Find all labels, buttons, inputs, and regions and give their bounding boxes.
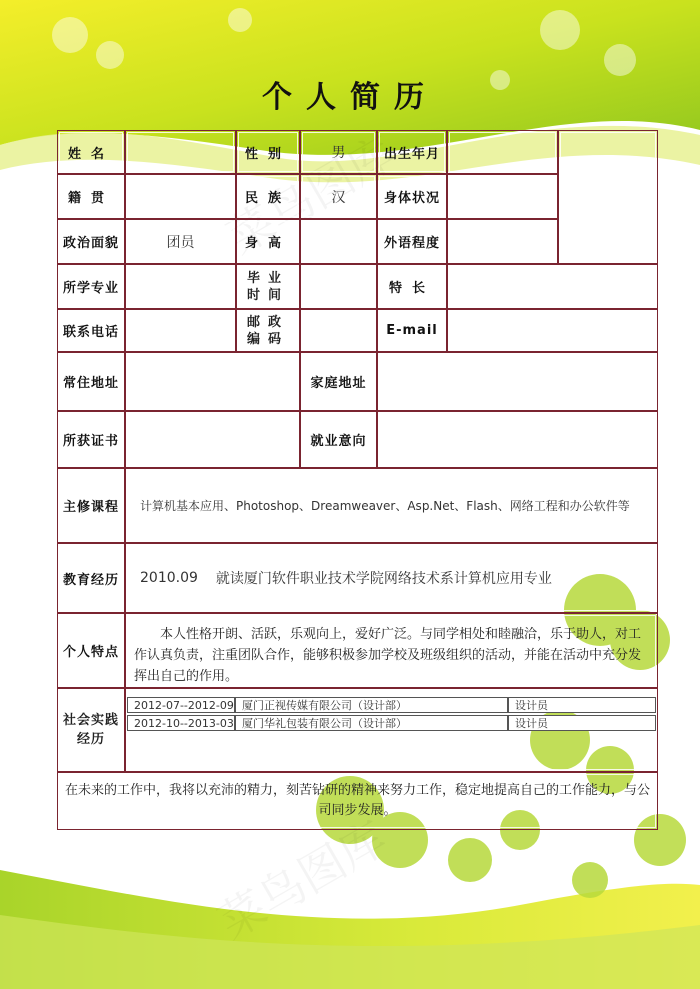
label-phone: 联系电话 [57,309,125,352]
value-major[interactable] [125,264,236,309]
value-phone[interactable] [125,309,236,352]
practice-1-period: 2012-07--2012-09 [127,697,235,713]
label-education: 教育经历 [57,543,125,613]
label-graduation-line2: 时间 [246,287,289,303]
label-height: 身高 [236,219,300,264]
value-gender[interactable]: 男 [300,130,377,174]
practice-2-company: 厦门华礼包装有限公司（设计部） [235,715,508,731]
value-name[interactable] [125,130,236,174]
value-birth[interactable] [447,130,558,174]
value-height[interactable] [300,219,377,264]
photo-box[interactable] [558,130,658,264]
label-graduation-time [236,264,300,309]
label-home-address: 家庭地址 [300,352,377,411]
label-practice [57,688,125,772]
value-postcode[interactable] [300,309,377,352]
label-native: 籍贯 [57,174,125,219]
value-specialty[interactable] [447,264,658,309]
value-native[interactable] [125,174,236,219]
label-health: 身体状况 [377,174,447,219]
practice-2-period: 2012-10--2013-03 [127,715,235,731]
page-title: 个人简历 [262,80,438,115]
practice-1-role: 设计员 [508,697,656,713]
label-job-intent: 就业意向 [300,411,377,468]
label-certificates: 所获证书 [57,411,125,468]
education-date: 2010.09 [140,570,198,586]
value-foreign-language[interactable] [447,219,558,264]
value-education[interactable] [125,543,658,613]
label-traits: 个人特点 [57,613,125,688]
label-graduation-line1: 毕业 [246,270,289,286]
label-birth: 出生年月 [377,130,447,174]
label-practice-line1: 社会实践 [62,713,119,728]
practice-2-role: 设计员 [508,715,656,731]
value-job-intent[interactable] [377,411,658,468]
value-courses[interactable]: 计算机基本应用、Photoshop、Dreamweaver、Asp.Net、Flash、网络工程和办公软件等 [125,468,658,543]
label-name: 姓名 [57,130,125,174]
label-courses: 主修课程 [57,468,125,543]
value-graduation-time[interactable] [300,264,377,309]
education-text: 就读厦门软件职业技术学院网络技术系计算机应用专业 [215,571,552,587]
label-major: 所学专业 [57,264,125,309]
label-ethnic: 民族 [236,174,300,219]
label-political: 政治面貌 [57,219,125,264]
value-ethnic[interactable]: 汉 [300,174,377,219]
label-gender: 性别 [236,130,300,174]
value-traits[interactable]: 本人性格开朗、活跃，乐观向上，爱好广泛。与同学相处和睦融洽，乐于助人，对工作认真负责，注重团队合作，能够积极参加学校及班级组织的活动，并能在活动中充分发挥出自己的作用。 [125,613,658,688]
value-health[interactable] [447,174,558,219]
label-foreign-language: 外语程度 [377,219,447,264]
value-home-address[interactable] [377,352,658,411]
value-certificates[interactable] [125,411,300,468]
summary[interactable]: 在未来的工作中，我将以充沛的精力，刻苦钻研的精神来努力工作，稳定地提高自己的工作能力，与公司同步发展。 [57,772,658,830]
label-email: E-mail [377,309,447,352]
value-address[interactable] [125,352,300,411]
label-postcode-line2: 编码 [246,331,289,347]
practice-1-company: 厦门正视传媒有限公司（设计部） [235,697,508,713]
label-specialty: 特长 [377,264,447,309]
label-address: 常住地址 [57,352,125,411]
value-political[interactable]: 团员 [125,219,236,264]
label-postcode-line1: 邮政 [246,314,289,330]
label-postcode [236,309,300,352]
label-practice-line2: 经历 [76,732,105,747]
value-email[interactable] [447,309,658,352]
